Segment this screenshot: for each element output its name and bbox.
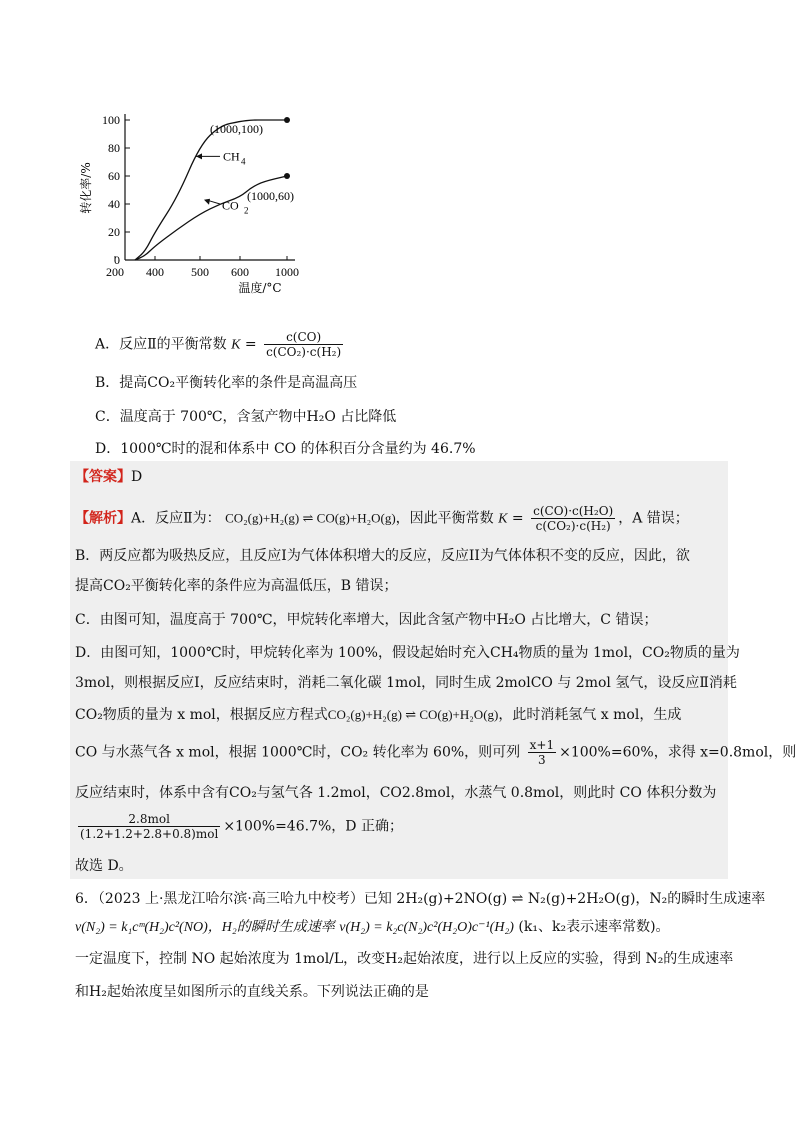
y-tick-label: 40: [108, 197, 120, 211]
question6-line-2: v(N₂) = k₁cᵐ(H₂)c²(NO)，H₂的瞬时生成速率 v(H₂) = k₂c(N₂)c²(H₂O)c⁻¹(H₂) (k₁、k₂表示速率常数)。: [75, 919, 670, 935]
solution-line-5: D．由图可知，1000℃时，甲烷转化率为 100%，假设起始时充入CH₄物质的量为 1mol，CO₂物质的量为: [75, 645, 740, 661]
ch4-label-sub: 4: [241, 156, 246, 167]
co2-arrowhead: [204, 199, 210, 205]
question6-line-4: 和H₂起始浓度呈如图所示的直线关系。下列说法正确的是: [75, 984, 429, 1000]
solution-line-10: $\frac{\text{2.8mol}}{\text{(1.2+1.2+2.8+0.8)mol}}$ ×100%=46.7%，D 正确；: [80, 812, 403, 841]
option-a: A．反应Ⅱ的平衡常数 K = $\frac{c(CO)}{\text{c(CO₂)·c(H₂)}}$: [95, 330, 342, 359]
x-tick-label: 1000: [275, 265, 299, 279]
y-tick-label: 20: [108, 225, 120, 239]
solution-line-1: 【解析】A．反应Ⅱ为： CO₂(g)+H₂(g) ⇌ CO(g)+H₂O(g)，因此平衡常数 K = $\frac{\text{c(CO)·c(H₂O)}}{\text{c(CO₂)·c(H₂)}}$ ，A 错误；: [75, 504, 689, 533]
end-point-co2: [284, 173, 290, 179]
solution-line-4: C．由图可知，温度高于 700℃，甲烷转化率增大，因此含氢产物中H₂O 占比增大，C 错误；: [75, 612, 658, 628]
solution-line-6: 3mol，则根据反应Ⅰ，反应结束时，消耗二氧化碳 1mol，同时生成 2molCO 与 2mol 氢气，设反应Ⅱ消耗: [75, 675, 737, 691]
k-numerator: c(CO): [264, 330, 343, 345]
solution-line-8: CO 与水蒸气各 x mol，根据 1000℃时，CO₂ 转化率为 60%，则可列 $\frac{x+1}{3}$ ×100%=60%，求得 x=0.8mol，则: [75, 738, 797, 767]
y-tick-label: 60: [108, 169, 120, 183]
question6-line-1: 6．（2023 上·黑龙江哈尔滨·高三哈九中校考）已知 2H₂(g)+2NO(g) ⇌ N₂(g)+2H₂O(g)，N₂的瞬时生成速率: [75, 891, 766, 907]
ch4-label: CH: [223, 149, 240, 164]
answer-line: 【答案】D: [75, 469, 143, 485]
solution-line-11: 故选 D。: [75, 858, 133, 874]
x-tick-label: 400: [146, 265, 164, 279]
x-tick-label: 600: [231, 265, 249, 279]
point-label-ch4: (1000,100): [210, 122, 263, 136]
k-denominator: c(CO₂)·c(H₂): [266, 345, 342, 359]
y-tick-label: 100: [102, 113, 120, 127]
co2-label-sub: 2: [244, 205, 249, 216]
point-label-co2: (1000,60): [247, 189, 294, 203]
end-point-ch4: [284, 117, 290, 123]
y-tick-label: 0: [114, 253, 120, 267]
conversion-chart: [70, 98, 330, 313]
co2-label: CO: [222, 198, 239, 213]
x-tick-label: 500: [191, 265, 209, 279]
y-tick-label: 80: [108, 141, 120, 155]
solution-line-3: 提高CO₂平衡转化率的条件应为高温低压，B 错误；: [75, 578, 398, 594]
option-d: D．1000℃时的混和体系中 CO 的体积百分含量约为 46.7%: [95, 441, 476, 457]
option-c: C．温度高于 700℃，含氢产物中H₂O 占比降低: [95, 409, 397, 425]
x-axis-label: 温度/°C: [238, 281, 282, 295]
solution-line-7: CO₂物质的量为 x mol，根据反应方程式CO₂(g)+H₂(g) ⇌ CO(g)+H₂O(g)，此时消耗氢气 x mol，生成: [75, 707, 682, 723]
x-tick-label: 200: [106, 265, 124, 279]
option-b: B．提高CO₂平衡转化率的条件是高温高压: [95, 375, 358, 391]
solution-line-9: 反应结束时，体系中含有CO₂与氢气各 1.2mol，CO2.8mol，水蒸气 0.8mol，则此时 CO 体积分数为: [75, 785, 717, 801]
solution-line-2: B．两反应都为吸热反应，且反应Ⅰ为气体体积增大的反应，反应ⅠⅠ为气体体积不变的反应，因此，欲: [75, 548, 690, 564]
question6-line-3: 一定温度下，控制 NO 起始浓度为 1mol/L，改变H₂起始浓度，进行以上反应的实验，得到 N₂的生成速率: [75, 951, 734, 967]
y-axis-label: 转化率/%: [79, 162, 93, 214]
